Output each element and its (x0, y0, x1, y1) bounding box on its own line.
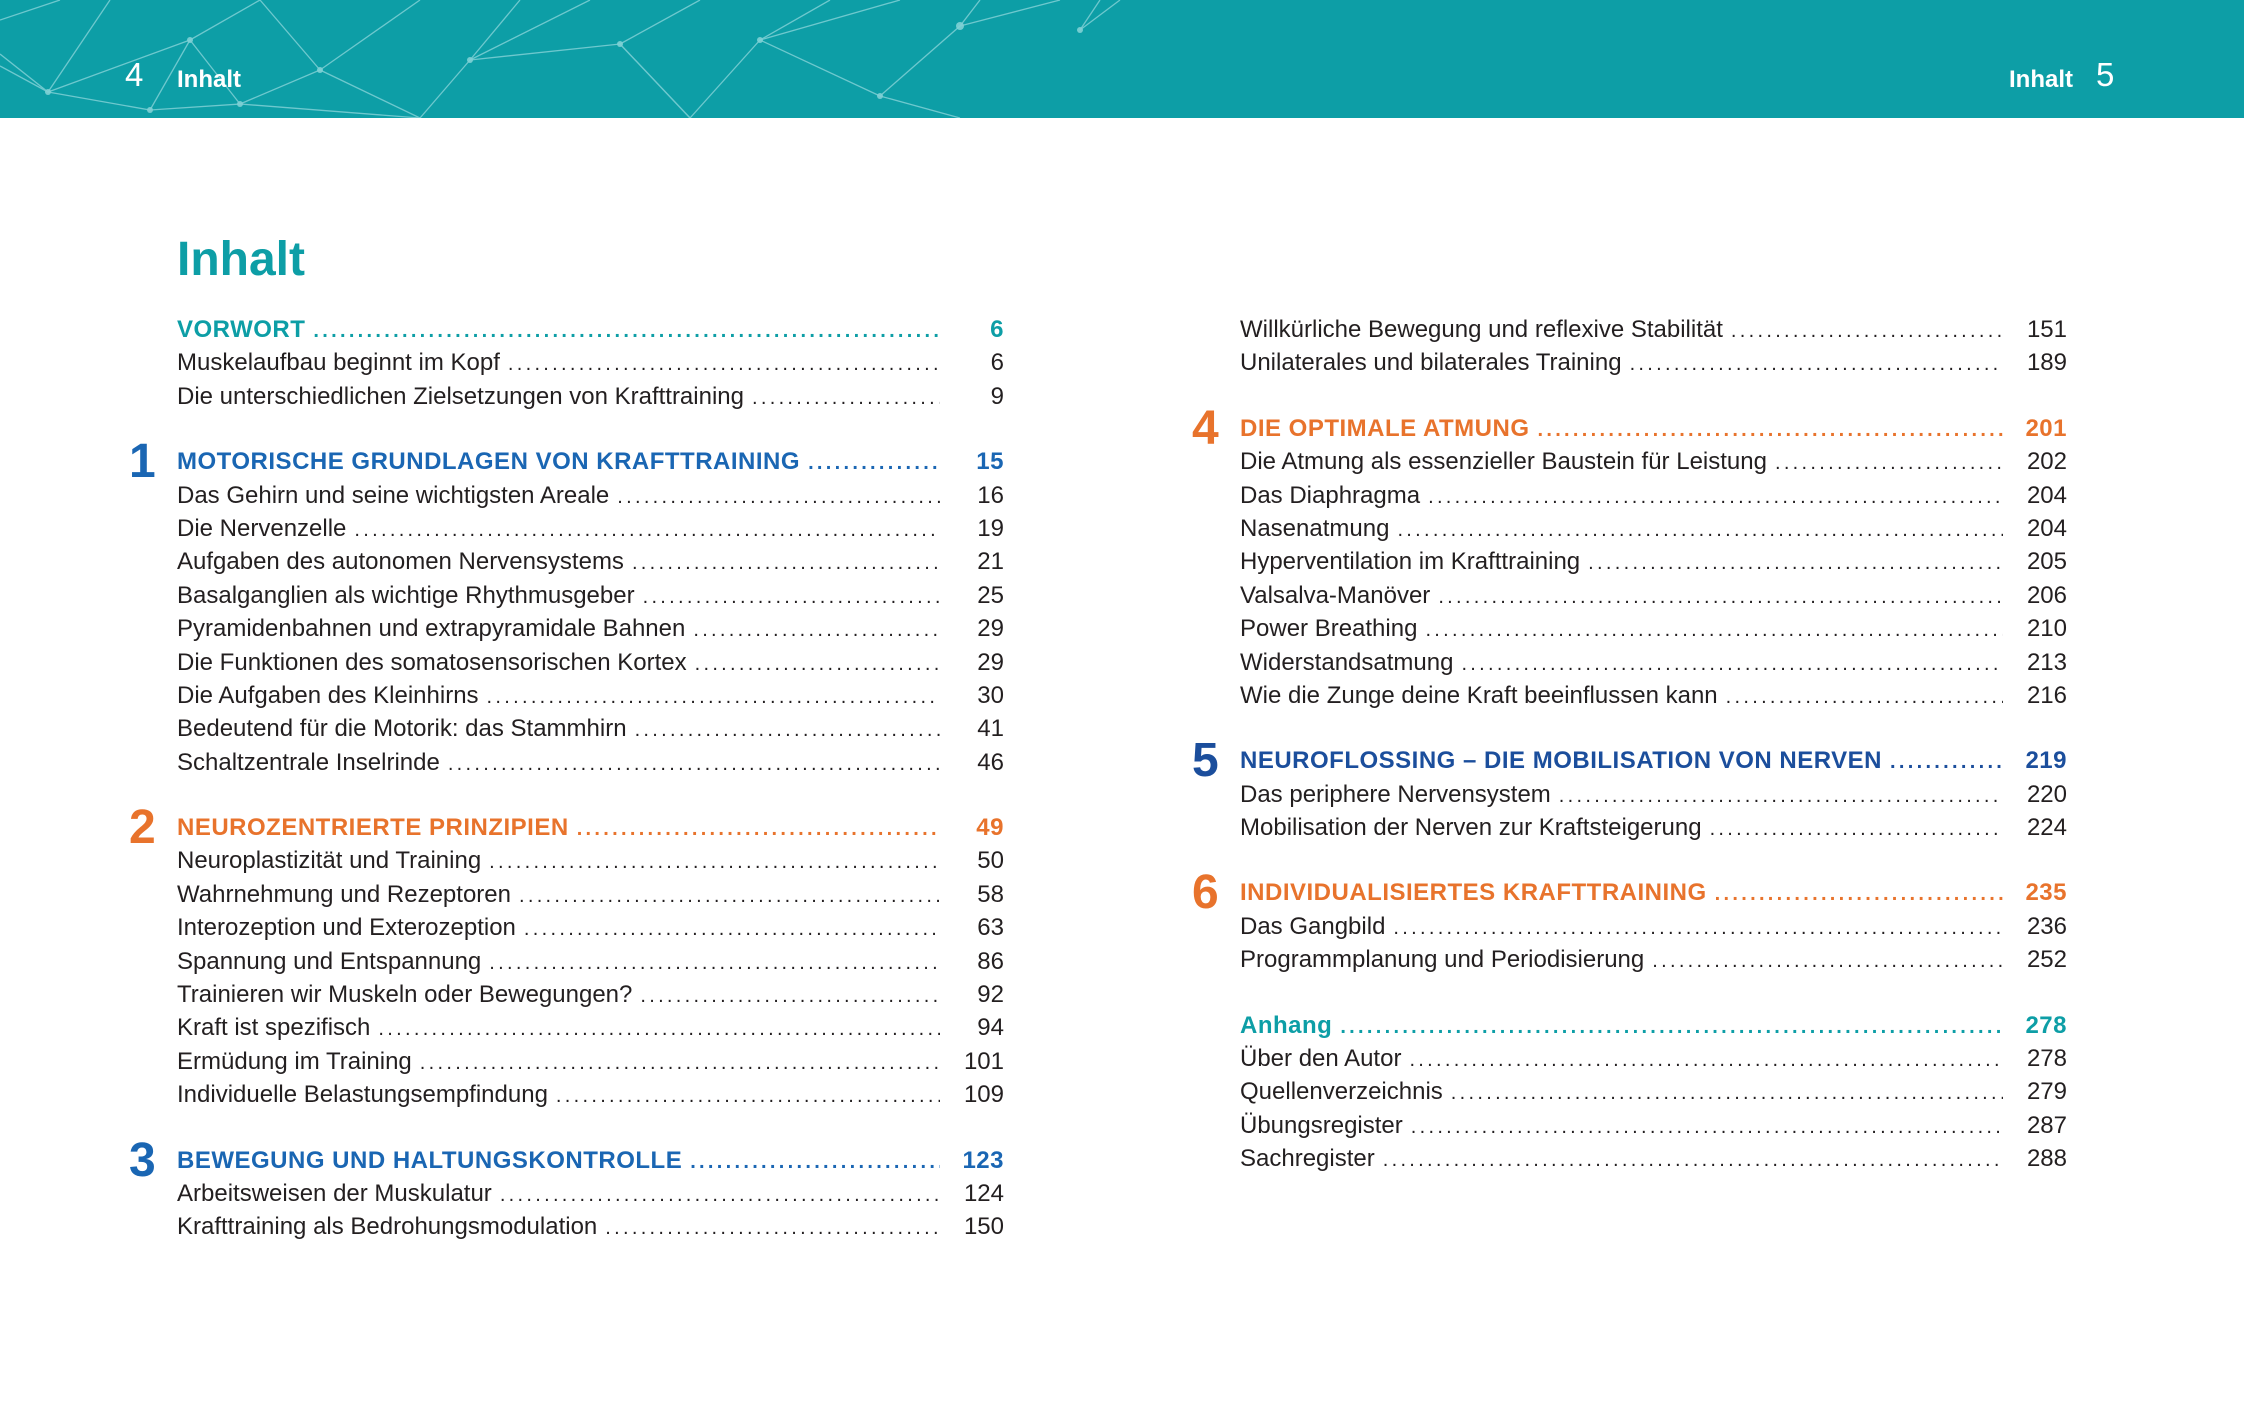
toc-entry[interactable]: Willkürliche Bewegung und reflexive Stabilität ..... 151 (1240, 313, 2067, 346)
toc-section-chapter-2 (129, 801, 1004, 1112)
toc-entry[interactable]: Valsalva-Manöver ..... 206 (1240, 579, 2067, 612)
toc-entry[interactable]: Das Gangbild ..... 236 (1240, 910, 2067, 943)
toc-entry[interactable]: Trainieren wir Muskeln oder Bewegungen? ..... 92 (177, 978, 1004, 1011)
right-running-head: Inhalt (2009, 66, 2073, 93)
toc-section-vorwort (177, 313, 1004, 413)
toc-entry[interactable]: Ermüdung im Training ..... 101 (177, 1045, 1004, 1078)
toc-heading[interactable]: VORWORT ..... 6 (177, 313, 1004, 346)
header-band (0, 0, 2244, 118)
toc-section-chapter-6 (1192, 866, 2067, 976)
chapter-number: 3 (129, 1133, 156, 1187)
toc-right-column (1192, 313, 2067, 1208)
toc-entry[interactable]: Die Atmung als essenzieller Baustein für Leistung ..... 202 (1240, 445, 2067, 478)
toc-entry[interactable]: Arbeitsweisen der Muskulatur ..... 124 (177, 1177, 1004, 1210)
toc-entry[interactable]: Bedeutend für die Motorik: das Stammhirn ..... 41 (177, 712, 1004, 745)
toc-heading[interactable]: DIE OPTIMALE ATMUNG ..... 201 (1240, 412, 2067, 445)
toc-entry[interactable]: Das Diaphragma ..... 204 (1240, 479, 2067, 512)
toc-entry[interactable]: Power Breathing ..... 210 (1240, 612, 2067, 645)
toc-section-chapter-3-continued (1240, 313, 2067, 380)
toc-entry[interactable]: Die Aufgaben des Kleinhirns ..... 30 (177, 679, 1004, 712)
toc-entry[interactable]: Übungsregister ..... 287 (1240, 1109, 2067, 1142)
toc-entry[interactable]: Die unterschiedlichen Zielsetzungen von Krafttraining ..... 9 (177, 380, 1004, 413)
toc-entry[interactable]: Krafttraining als Bedrohungsmodulation ..... 150 (177, 1210, 1004, 1243)
toc-entry[interactable]: Das periphere Nervensystem ..... 220 (1240, 778, 2067, 811)
left-running-head: Inhalt (177, 66, 241, 93)
toc-entry[interactable]: Interozeption und Exterozeption ..... 63 (177, 911, 1004, 944)
toc-entry[interactable]: Die Nervenzelle ..... 19 (177, 512, 1004, 545)
toc-entry[interactable]: Quellenverzeichnis ..... 279 (1240, 1075, 2067, 1108)
toc-entry[interactable]: Spannung und Entspannung ..... 86 (177, 945, 1004, 978)
chapter-number: 6 (1192, 866, 1219, 920)
toc-entry[interactable]: Muskelaufbau beginnt im Kopf ..... 6 (177, 346, 1004, 379)
toc-entry[interactable]: Individuelle Belastungsempfindung ..... 109 (177, 1078, 1004, 1111)
page-title: Inhalt (177, 233, 305, 286)
toc-entry[interactable]: Sachregister ..... 288 (1240, 1142, 2067, 1175)
toc-section-chapter-3 (129, 1133, 1004, 1244)
chapter-number: 5 (1192, 734, 1219, 788)
toc-entry[interactable]: Pyramidenbahnen und extrapyramidale Bahnen ..... 29 (177, 612, 1004, 645)
toc-section-anhang (1240, 1009, 2067, 1176)
toc-entry[interactable]: Neuroplastizität und Training ..... 50 (177, 844, 1004, 877)
toc-section-chapter-1 (129, 435, 1004, 779)
toc-entry[interactable]: Unilaterales und bilaterales Training ..... 189 (1240, 346, 2067, 379)
toc-entry[interactable]: Nasenatmung ..... 204 (1240, 512, 2067, 545)
chapter-number: 4 (1192, 401, 1219, 455)
toc-entry[interactable]: Wahrnehmung und Rezeptoren ..... 58 (177, 878, 1004, 911)
toc-entry[interactable]: Kraft ist spezifisch ..... 94 (177, 1011, 1004, 1044)
toc-entry[interactable]: Hyperventilation im Krafttraining ..... 205 (1240, 545, 2067, 578)
toc-left-column (129, 313, 1004, 1276)
toc-entry[interactable]: Schaltzentrale Inselrinde ..... 46 (177, 746, 1004, 779)
chapter-number: 1 (129, 435, 156, 489)
toc-entry[interactable]: Programmplanung und Periodisierung ..... 252 (1240, 943, 2067, 976)
toc-entry[interactable]: Mobilisation der Nerven zur Kraftsteigerung ..... 224 (1240, 811, 2067, 844)
toc-heading[interactable]: Anhang ..... 278 (1240, 1009, 2067, 1042)
toc-section-chapter-5 (1192, 734, 2067, 844)
toc-entry[interactable]: Basalganglien als wichtige Rhythmusgeber ..... 25 (177, 579, 1004, 612)
toc-heading[interactable]: MOTORISCHE GRUNDLAGEN VON KRAFTTRAINING ..... 15 (177, 445, 1004, 478)
toc-entry[interactable]: Das Gehirn und seine wichtigsten Areale ..... 16 (177, 479, 1004, 512)
toc-section-chapter-4 (1192, 401, 2067, 713)
toc-heading[interactable]: NEUROFLOSSING – DIE MOBILISATION VON NERVEN ..... 219 (1240, 744, 2067, 777)
network-pattern-graphic (0, 0, 1200, 118)
right-page-number: 5 (2096, 56, 2115, 93)
toc-entry[interactable]: Über den Autor ..... 278 (1240, 1042, 2067, 1075)
left-page-number: 4 (125, 56, 144, 93)
toc-heading[interactable]: INDIVIDUALISIERTES KRAFTTRAINING ..... 235 (1240, 876, 2067, 909)
chapter-number: 2 (129, 801, 156, 855)
toc-entry[interactable]: Die Funktionen des somatosensorischen Kortex ..... 29 (177, 646, 1004, 679)
toc-heading[interactable]: BEWEGUNG UND HALTUNGSKONTROLLE ..... 123 (177, 1144, 1004, 1177)
toc-entry[interactable]: Wie die Zunge deine Kraft beeinflussen kann ..... 216 (1240, 679, 2067, 712)
toc-heading[interactable]: NEUROZENTRIERTE PRINZIPIEN ..... 49 (177, 811, 1004, 844)
toc-entry[interactable]: Widerstandsatmung ..... 213 (1240, 646, 2067, 679)
toc-entry[interactable]: Aufgaben des autonomen Nervensystems ..... 21 (177, 545, 1004, 578)
